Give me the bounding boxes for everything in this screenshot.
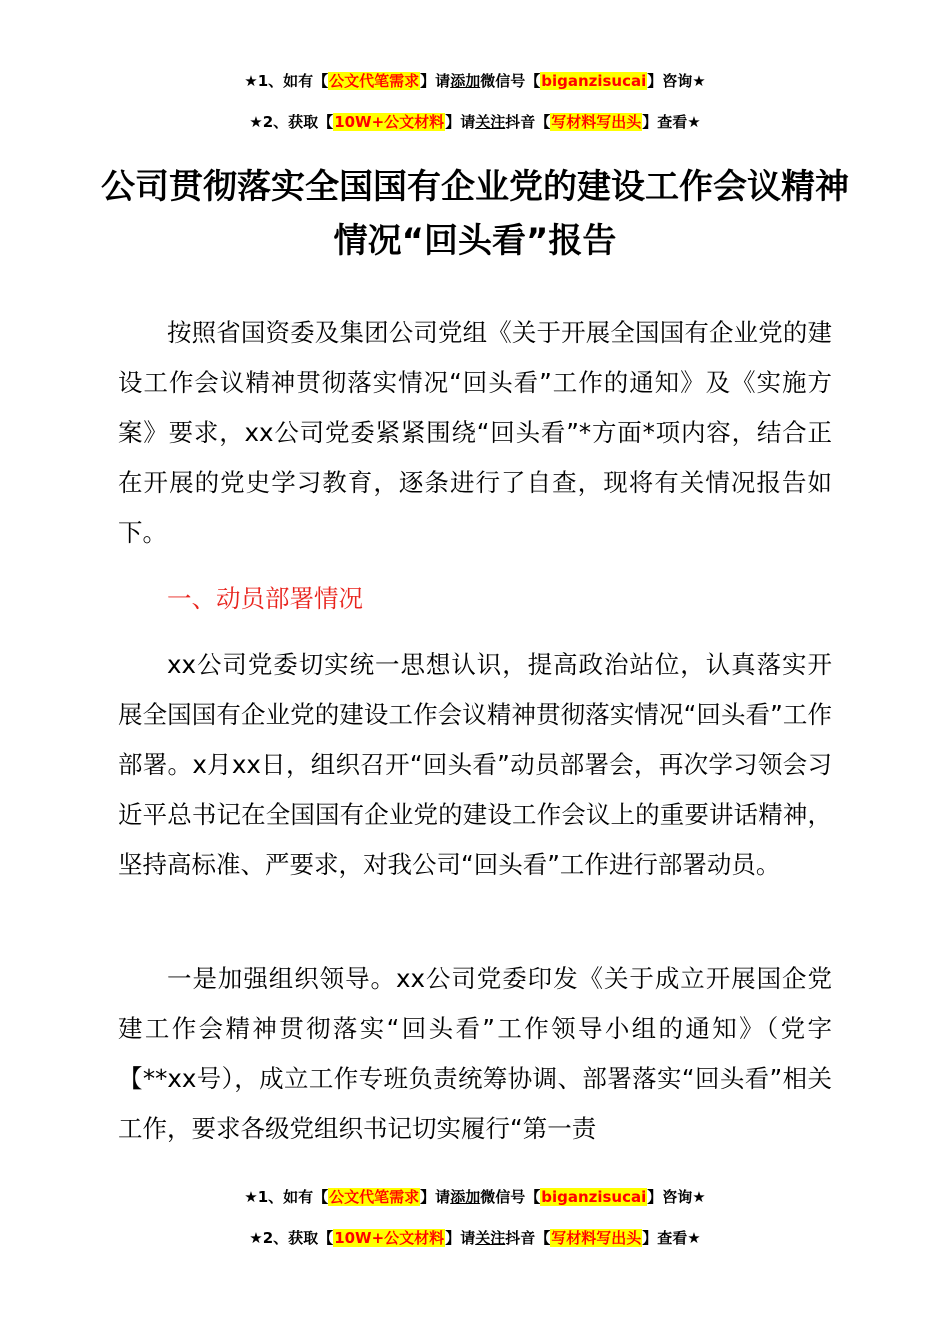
section-paragraph: 一是加强组织领导。xx公司党委印发《关于成立开展国企党建工作会精神贯彻落实“回头看”工作领导小组的通知》（党字【**xx号），成立工作专班负责统筹协调、部署落实“回头看”相关工作，要求各级党组织书记切实履行“第一责 (118, 964, 832, 1143)
promo-banner-line-1-top (0, 70, 950, 92)
banner-underlined-text: 添加 (450, 72, 481, 90)
banner-text: 抖音【 (505, 1229, 551, 1247)
banner-text: 】请 (420, 72, 451, 90)
intro-paragraph: 按照省国资委及集团公司党组《关于开展全国国有企业党的建设工作会议精神贯彻落实情况“回头看”工作的通知》及《实施方案》要求，xx公司党委紧紧围绕“回头看”*方面*项内容，结合正在开展的党史学习教育，逐条进行了自查，现将有关情况报告如下。 (118, 318, 832, 547)
banner-highlight: 公文代笔需求 (329, 1188, 420, 1206)
banner-underlined-text: 添加 (450, 1188, 481, 1206)
section-heading: 一、动员部署情况 (167, 584, 363, 613)
section-paragraph: xx公司党委切实统一思想认识，提高政治站位，认真落实开展全国国有企业党的建设工作会议精神贯彻落实情况“回头看”工作部署。x月xx日，组织召开“回头看”动员部署会，再次学习领会习近平总书记在全国国有企业党的建设工作会议上的重要讲话精神，坚持高标准、严要求，对我公司“回头看”工作进行部署动员。 (118, 650, 832, 879)
banner-text: 微信号【 (480, 1188, 541, 1206)
banner-underlined-text: 关注 (475, 113, 506, 131)
promo-banner-line-1-bottom (0, 1186, 950, 1208)
banner-text: ★1、如有【 (244, 1188, 329, 1206)
banner-highlight: 10W+公文材料 (334, 1229, 445, 1247)
banner-text: 】咨询★ (647, 72, 706, 90)
document-title: 公司贯彻落实全国国有企业党的建设工作会议精神情况“回头看”报告 (101, 167, 849, 261)
promo-banner-line-2-top (0, 111, 950, 133)
banner-highlight: 写材料写出头 (551, 113, 642, 131)
banner-highlight: 10W+公文材料 (334, 113, 445, 131)
banner-text: 】请 (445, 1229, 476, 1247)
banner-text: ★2、获取【 (249, 1229, 334, 1247)
banner-text: 】查看★ (642, 113, 701, 131)
banner-text: 】查看★ (642, 1229, 701, 1247)
banner-text: 】请 (420, 1188, 451, 1206)
banner-text: 】请 (445, 113, 476, 131)
banner-text: 微信号【 (480, 72, 541, 90)
banner-highlight: biganzisucai (541, 1188, 647, 1206)
banner-text: ★1、如有【 (244, 72, 329, 90)
promo-banner-line-2-bottom (0, 1227, 950, 1249)
banner-text: 抖音【 (505, 113, 551, 131)
banner-text: 】咨询★ (647, 1188, 706, 1206)
banner-highlight: 写材料写出头 (551, 1229, 642, 1247)
banner-underlined-text: 关注 (475, 1229, 506, 1247)
banner-text: ★2、获取【 (249, 113, 334, 131)
banner-highlight: biganzisucai (541, 72, 647, 90)
banner-highlight: 公文代笔需求 (329, 72, 420, 90)
